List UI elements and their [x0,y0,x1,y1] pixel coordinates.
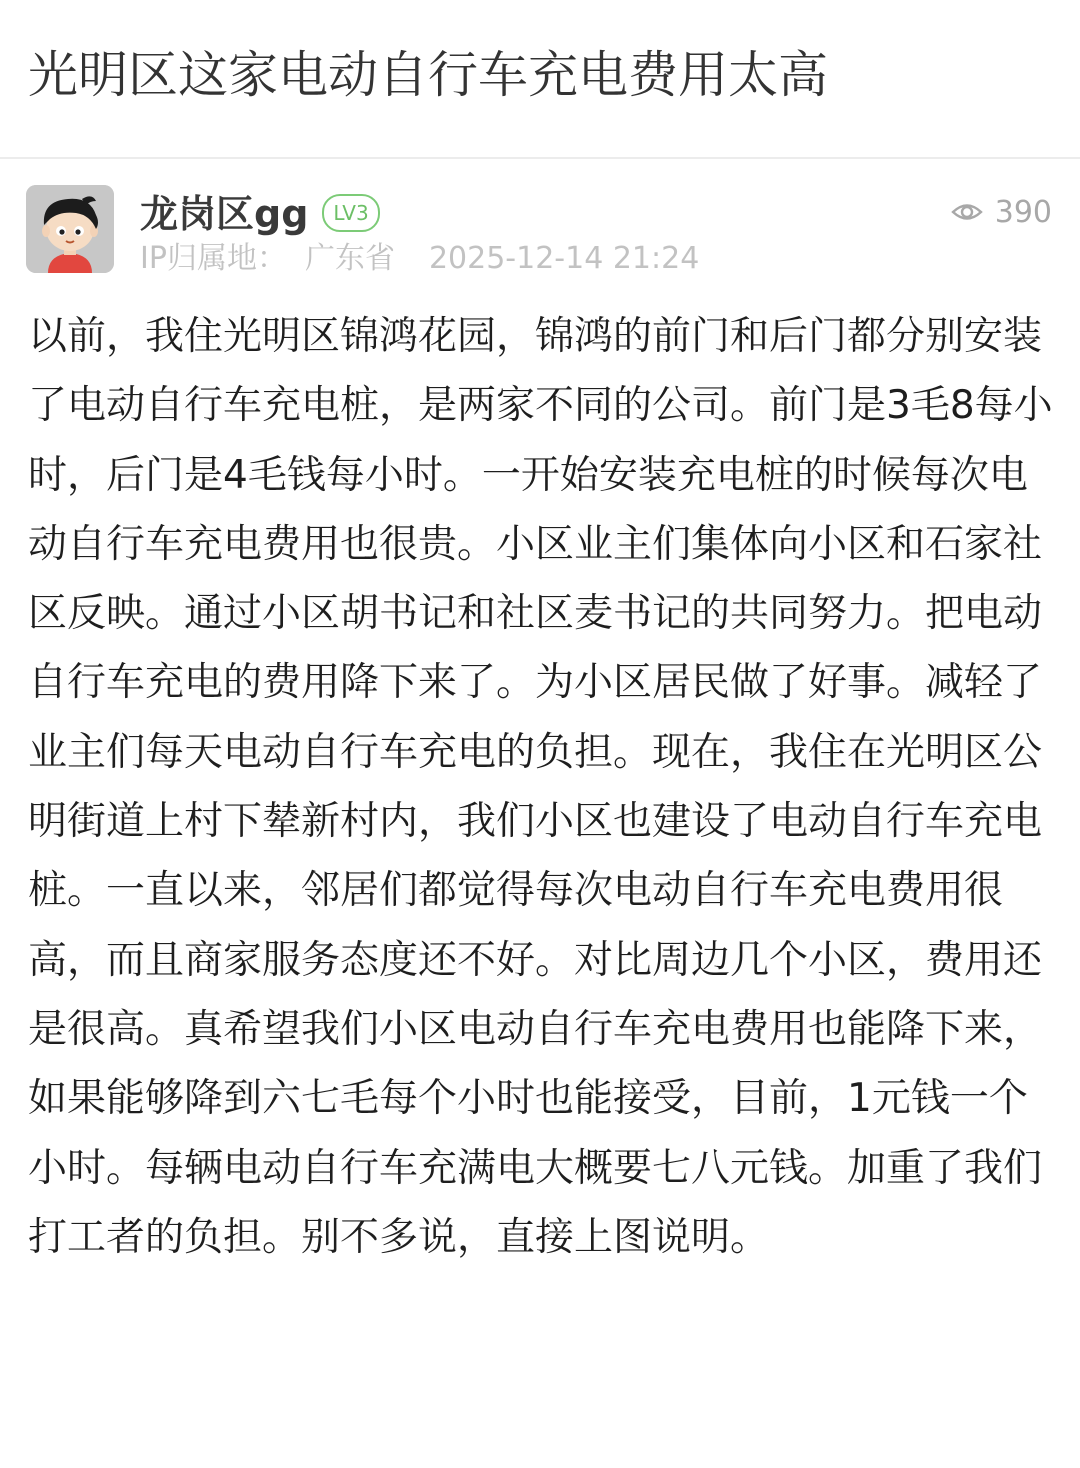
cartoon-avatar-icon [26,185,114,273]
view-count-value: 390 [994,194,1052,230]
post-meta [140,238,699,280]
ip-location: 广东省 [304,241,395,276]
ip-label: IP归属地： [140,241,287,276]
divider [0,157,1080,159]
eye-icon [951,201,983,223]
post-timestamp: 2025-12-14 21:24 [428,241,700,276]
level-badge: LV3 [322,194,380,232]
avatar[interactable] [26,185,114,273]
title-bar [0,0,1080,156]
page-title: 光明区这家电动自行车充电费用太高 [28,46,828,104]
author-name[interactable]: 龙岗区gg [140,192,309,236]
view-count [951,192,1052,232]
post-body: 以前，我住光明区锦鸿花园，锦鸿的前门和后门都分别安装了电动自行车充电桩，是两家不同的公司。前门是3毛8每小时，后门是4毛钱每小时。一开始安装充电桩的时候每次电动自行车充电费用也很贵。小区业主们集体向小区和石家社区反映。通过小区胡书记和社区麦书记的共同努力。把电动自行车充电的费用降下来了。为小区居民做了好事。减轻了业主们每天电动自行车充电的负担。现在，我住在光明区公明街道上村下辇新村内，我们小区也建设了电动自行车充电桩。一直以来，邻居们都觉得每次电动自行车充电费用很高，而且商家服务态度还不好。对比周边几个小区，费用还是很高。真希望我们小区电动自行车充电费用也能降下来，如果能够降到六七毛每个小时也能接受，目前，1元钱一个小时。每辆电动自行车充满电大概要七八元钱。加重了我们打工者的负担。别不多说，直接上图说明。 [28,314,1053,1260]
